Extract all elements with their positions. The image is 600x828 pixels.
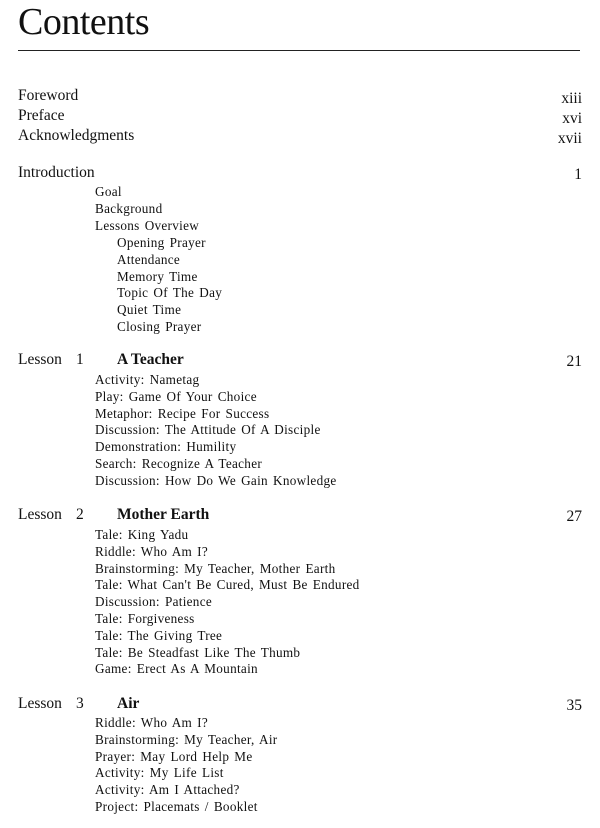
toc-page-foreword: xiii — [561, 90, 582, 107]
list-item: Demonstration: Humility — [95, 439, 237, 455]
list-item: Tale: The Giving Tree — [95, 627, 223, 643]
list-item: Lessons Overview — [95, 217, 200, 233]
lesson-1-label: Lesson — [18, 351, 62, 368]
list-item: Brainstorming: My Teacher, Mother Earth — [95, 560, 336, 576]
list-item: Brainstorming: My Teacher, Air — [95, 731, 278, 747]
list-item: Tale: What Can't Be Cured, Must Be Endured — [95, 577, 360, 593]
lesson-3-label: Lesson — [18, 695, 62, 712]
introduction-items — [95, 184, 199, 234]
list-item: Tale: Be Steadfast Like The Thumb — [95, 644, 301, 660]
list-item: Tale: King Yadu — [95, 527, 189, 542]
lesson-3-items — [95, 715, 277, 816]
toc-entry-foreword: Foreword — [18, 87, 79, 104]
lesson-1-items — [95, 372, 337, 490]
lesson-2-items — [95, 527, 360, 678]
lesson-2-label: Lesson — [18, 506, 62, 523]
list-item: Attendance — [117, 251, 181, 267]
list-item: Memory Time — [117, 268, 198, 284]
lesson-2-number: 2 — [76, 506, 84, 523]
lesson-2-page: 27 — [566, 508, 582, 525]
lesson-3-number: 3 — [76, 695, 84, 712]
toc-page-introduction: 1 — [574, 166, 582, 183]
list-item: Game: Erect As A Mountain — [95, 661, 258, 677]
lesson-1-number: 1 — [76, 351, 84, 368]
list-item: Riddle: Who Am I? — [95, 715, 209, 730]
list-item: Riddle: Who Am I? — [95, 543, 209, 559]
lesson-3-page: 35 — [566, 697, 582, 714]
list-item: Search: Recognize A Teacher — [95, 455, 263, 471]
lesson-1-page: 21 — [566, 353, 582, 370]
list-item: Tale: Forgiveness — [95, 610, 195, 626]
list-item: Discussion: The Attitude Of A Disciple — [95, 422, 321, 438]
list-item: Background — [95, 200, 163, 216]
list-item: Activity: Nametag — [95, 372, 200, 387]
list-item: Prayer: May Lord Help Me — [95, 748, 253, 764]
list-item: Goal — [95, 184, 122, 199]
toc-page-acknowledgments: xvii — [557, 130, 582, 147]
toc-entry-acknowledgments: Acknowledgments — [18, 127, 135, 144]
list-item: Quiet Time — [117, 302, 182, 318]
lesson-2-title: Mother Earth — [117, 506, 210, 523]
list-item: Discussion: Patience — [95, 594, 213, 610]
lessons-overview-subitems — [117, 235, 222, 336]
list-item: Opening Prayer — [117, 235, 206, 250]
list-item: Closing Prayer — [117, 318, 202, 334]
list-item: Metaphor: Recipe For Success — [95, 405, 270, 421]
list-item: Activity: My Life List — [95, 765, 224, 781]
lesson-3-title: Air — [117, 695, 140, 712]
lesson-1-title: A Teacher — [117, 351, 184, 368]
list-item: Play: Game Of Your Choice — [95, 388, 257, 404]
page-title: Contents — [18, 1, 150, 43]
toc-page-preface: xvi — [562, 110, 582, 127]
list-item: Activity: Am I Attached? — [95, 782, 240, 798]
title-divider — [18, 50, 580, 51]
toc-entry-preface: Preface — [18, 107, 65, 124]
list-item: Discussion: How Do We Gain Knowledge — [95, 472, 337, 488]
list-item: Topic Of The Day — [117, 285, 223, 301]
toc-entry-introduction: Introduction — [18, 164, 95, 181]
list-item: Project: Placemats / Booklet — [95, 798, 258, 814]
